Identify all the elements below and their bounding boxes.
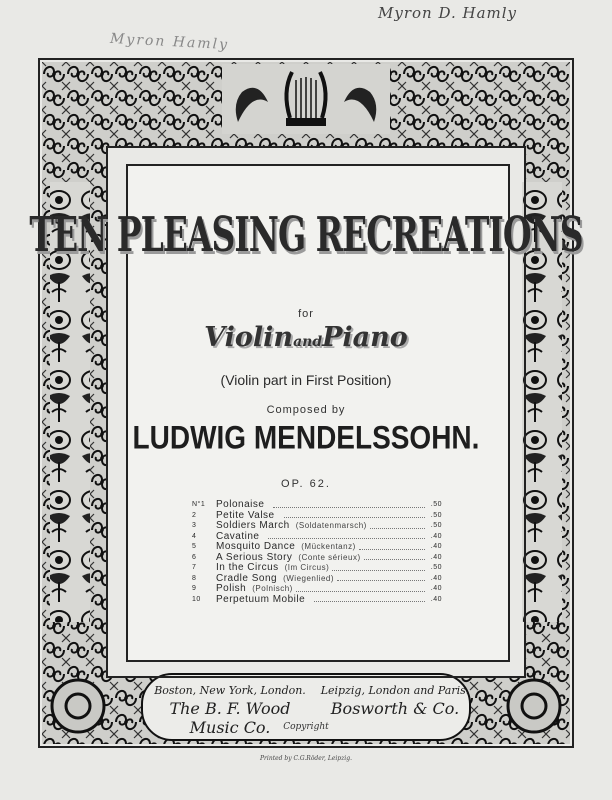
signature-pencil: Myron Hamly [109, 30, 230, 54]
page-title: TEN PLEASING RECREATIONS [29, 206, 583, 263]
piece-item [192, 542, 442, 553]
leader-dots [273, 500, 425, 508]
piece-item [192, 500, 442, 511]
piece-price: .50 [430, 501, 442, 508]
instrument-last: Piano [322, 322, 408, 353]
composer-name: LUDWIG MENDELSSOHN. [132, 419, 480, 456]
piece-price: .40 [430, 595, 442, 603]
instrument-line [0, 322, 612, 353]
leader-dots [359, 542, 425, 550]
leader-dots [370, 521, 425, 529]
piece-list [192, 500, 442, 605]
piece-title: In the Circus [216, 562, 279, 573]
piece-subtitle: (Mückentanz) [301, 542, 356, 551]
composed-by-label: Composed by [266, 404, 346, 416]
piece-number: 9 [192, 585, 197, 592]
piece-title: Polonaise [216, 499, 265, 510]
signature-top: Myron D. Hamly [378, 4, 518, 22]
publisher-left-name: The B. F. Wood Music Co. [169, 699, 291, 737]
piece-price: .50 [430, 564, 442, 571]
piece-item [192, 563, 442, 574]
instrument-middle: and [293, 334, 323, 350]
leader-dots [284, 511, 425, 519]
piece-number: 2 [192, 511, 197, 519]
opus-number: OP. 62. [281, 478, 331, 490]
piece-price: .50 [430, 522, 442, 529]
piece-number: 5 [192, 543, 197, 550]
piece-title: Perpetuum Mobile [216, 593, 306, 605]
piece-title: A Serious Story [216, 551, 293, 563]
leader-dots [296, 584, 425, 592]
piece-number: 8 [192, 574, 197, 582]
for-label: for [298, 308, 314, 320]
leader-dots [314, 595, 425, 603]
piece-number: 7 [192, 564, 197, 571]
publisher-right-cities: Leipzig, London and Paris. [320, 684, 470, 697]
piece-number: 4 [192, 532, 197, 540]
leader-dots [337, 574, 425, 582]
leader-dots [364, 553, 425, 561]
piece-subtitle: (Im Circus) [284, 563, 330, 572]
piece-price: .40 [430, 585, 442, 592]
piece-subtitle: (Conte sérieux) [298, 552, 361, 562]
piece-number: 10 [192, 595, 201, 603]
piece-subtitle: (Soldatenmarsch) [295, 521, 367, 530]
piece-price: .40 [430, 553, 442, 561]
leader-dots [332, 563, 425, 571]
leader-dots [268, 532, 425, 540]
piece-number: N°1 [192, 501, 206, 508]
piece-number: 6 [192, 553, 197, 561]
piece-title: Petite Valse [216, 509, 275, 521]
piece-title: Soldiers March [216, 520, 290, 531]
piece-item [192, 595, 442, 606]
piece-title: Polish [216, 583, 247, 594]
piece-price: .40 [430, 574, 442, 582]
piece-item [192, 584, 442, 595]
piece-item [192, 521, 442, 532]
copyright-notice: Copyright [283, 722, 329, 732]
publisher-right [310, 684, 480, 718]
printer-credit: Printed by C.G.Röder, Leipzig. [260, 755, 352, 762]
publisher-right-name: Bosworth & Co. [330, 699, 460, 718]
piece-price: .50 [430, 511, 442, 519]
publisher-left-cities: Boston, New York, London. [154, 684, 306, 697]
piece-subtitle: (Polnisch) [252, 584, 293, 593]
violin-part-note: (Violin part in First Position) [220, 372, 392, 388]
piece-price: .40 [430, 532, 442, 540]
piece-subtitle: (Wiegenlied) [283, 573, 334, 583]
piece-number: 3 [192, 522, 197, 529]
piece-title: Cradle Song [216, 572, 278, 584]
piece-price: .40 [430, 543, 442, 550]
piece-title: Mosquito Dance [216, 541, 296, 552]
instrument-first: Violin [204, 322, 294, 353]
piece-title: Cavatine [216, 530, 260, 542]
